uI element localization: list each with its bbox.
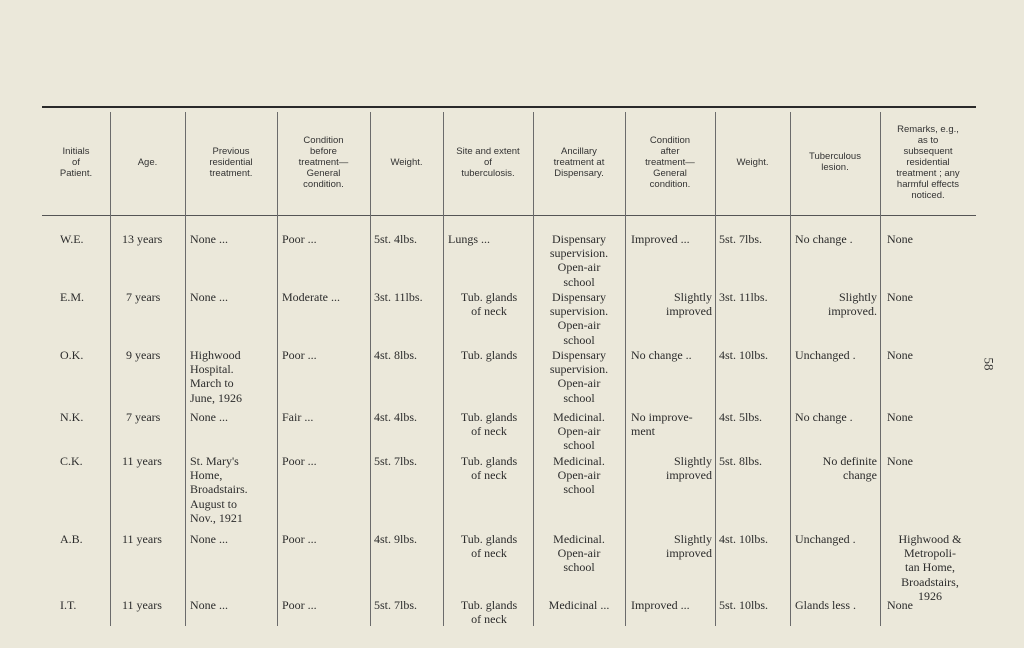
cell-weight-before: 4st. 4lbs. (374, 410, 418, 424)
cell-previous: None ... (190, 232, 228, 246)
cell-previous: St. Mary's Home, Broadstairs. August to Nov., 1921 (190, 454, 248, 525)
cell-after: No improve- ment (631, 410, 693, 439)
cell-previous: None ... (190, 290, 228, 304)
header-initials: Initials of Patient. (59, 145, 93, 179)
cell-after: Improved ... (631, 232, 690, 246)
cell-before: Fair ... (282, 410, 314, 424)
cell-weight-before: 4st. 9lbs. (374, 532, 418, 546)
header-tuberculous-lesion: Tuberculous lesion. (809, 151, 861, 173)
cell-weight-before: 5st. 7lbs. (374, 454, 418, 468)
cell-ancillary: Medicinal. Open-air school (553, 532, 605, 575)
cell-remarks: None (887, 348, 913, 362)
cell-age: 11 years (122, 598, 162, 612)
cell-site: Tub. glands of neck (460, 410, 518, 439)
cell-site: Tub. glands of neck (460, 598, 518, 627)
cell-lesion: Unchanged . (795, 348, 856, 362)
cell-weight-after: 4st. 5lbs. (719, 410, 763, 424)
cell-weight-after: 4st. 10lbs. (719, 348, 769, 362)
cell-age: 7 years (126, 410, 161, 424)
cell-remarks: Highwood & Metropoli- tan Home, Broadstairs, 1926 (898, 532, 962, 603)
cell-ancillary: Medicinal. Open-air school (553, 410, 605, 453)
page-number: 58 (981, 357, 997, 371)
cell-remarks: None (887, 454, 913, 468)
cell-site: Tub. glands of neck (460, 290, 518, 319)
cell-initials: N.K. (60, 410, 84, 424)
header-age: Age. (137, 156, 158, 168)
cell-lesion: No change . (795, 410, 853, 424)
cell-initials: E.M. (60, 290, 84, 304)
cell-after: No change .. (631, 348, 692, 362)
cell-previous: None ... (190, 410, 228, 424)
cell-site: Tub. glands of neck (460, 454, 518, 483)
cell-weight-before: 5st. 4lbs. (374, 232, 418, 246)
cell-lesion: Unchanged . (795, 532, 856, 546)
cell-lesion: Slightly improved. (828, 290, 877, 319)
cell-ancillary: Medicinal ... (548, 598, 610, 612)
cell-ancillary: Medicinal. Open-air school (553, 454, 605, 497)
cell-initials: O.K. (60, 348, 84, 362)
cell-ancillary: Dispensary supervision. Open-air school (549, 232, 609, 289)
cell-before: Poor ... (282, 598, 317, 612)
cell-remarks: None (887, 598, 913, 612)
cell-weight-after: 5st. 7lbs. (719, 232, 763, 246)
header-condition-before: Condition before treatment— General condition. (298, 134, 349, 190)
cell-previous: None ... (190, 532, 228, 546)
cell-weight-before: 3st. 11lbs. (374, 290, 423, 304)
cell-initials: C.K. (60, 454, 83, 468)
header-bottom-rule (42, 215, 976, 216)
cell-before: Poor ... (282, 348, 317, 362)
cell-weight-after: 3st. 11lbs. (719, 290, 768, 304)
cell-ancillary: Dispensary supervision. Open-air school (549, 348, 609, 405)
cell-site: Lungs ... (448, 232, 490, 246)
cell-site: Tub. glands of neck (460, 532, 518, 561)
cell-before: Poor ... (282, 532, 317, 546)
cell-initials: I.T. (60, 598, 77, 612)
cell-age: 13 years (122, 232, 163, 246)
cell-remarks: None (887, 290, 913, 304)
cell-after: Slightly improved (666, 290, 712, 319)
header-condition-after: Condition after treatment— General condition. (645, 134, 695, 190)
cell-age: 9 years (126, 348, 161, 362)
cell-age: 11 years (122, 532, 162, 546)
cell-previous: Highwood Hospital. March to June, 1926 (190, 348, 242, 405)
cell-before: Poor ... (282, 232, 317, 246)
cell-weight-after: 4st. 10lbs. (719, 532, 769, 546)
cell-lesion: No change . (795, 232, 853, 246)
cell-weight-after: 5st. 8lbs. (719, 454, 763, 468)
cell-after: Slightly improved (666, 454, 712, 483)
cell-lesion: Glands less . (795, 598, 856, 612)
cell-ancillary: Dispensary supervision. Open-air school (549, 290, 609, 347)
cell-remarks: None (887, 232, 913, 246)
cell-weight-before: 4st. 8lbs. (374, 348, 418, 362)
header-previous-treatment: Previous residential treatment. (209, 145, 253, 179)
cell-after: Slightly improved (666, 532, 712, 561)
header-site-extent: Site and extent of tuberculosis. (456, 145, 520, 179)
cell-remarks: None (887, 410, 913, 424)
cell-weight-after: 5st. 10lbs. (719, 598, 769, 612)
header-remarks: Remarks, e.g., as to subsequent residential treatment ; any harmful effects noticed. (896, 123, 960, 201)
table-top-rule (42, 106, 976, 108)
cell-before: Poor ... (282, 454, 317, 468)
cell-before: Moderate ... (282, 290, 340, 304)
cell-site: Tub. glands (460, 348, 518, 362)
cell-age: 11 years (122, 454, 162, 468)
header-ancillary-treatment: Ancillary treatment at Dispensary. (553, 145, 605, 179)
cell-initials: W.E. (60, 232, 84, 246)
cell-after: Improved ... (631, 598, 690, 612)
cell-initials: A.B. (60, 532, 83, 546)
cell-previous: None ... (190, 598, 228, 612)
header-weight-before: Weight. (390, 156, 423, 168)
cell-age: 7 years (126, 290, 161, 304)
cell-weight-before: 5st. 7lbs. (374, 598, 418, 612)
header-weight-after: Weight. (736, 156, 769, 168)
cell-lesion: No definite change (822, 454, 877, 483)
